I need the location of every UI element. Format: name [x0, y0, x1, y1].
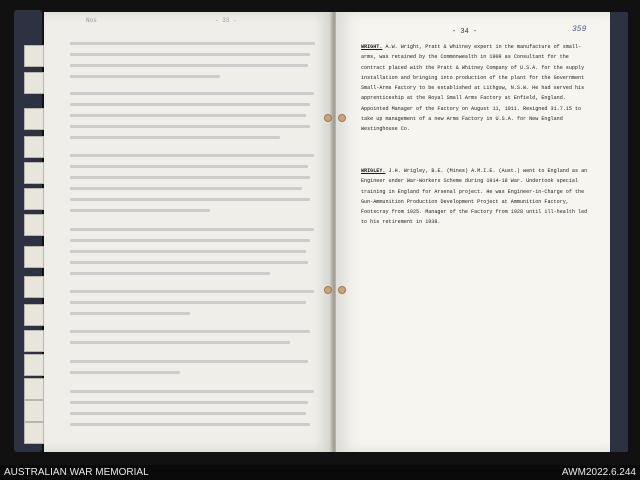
- binding-hole: [324, 114, 332, 122]
- book-spine-right: [610, 12, 628, 452]
- index-tab: [24, 136, 44, 158]
- left-page-number: - 33 -: [215, 17, 237, 24]
- binding-hole: [338, 286, 346, 294]
- index-tab: [24, 304, 44, 326]
- index-tab: [24, 246, 44, 268]
- index-tab: [24, 354, 44, 376]
- index-tab: [24, 188, 44, 210]
- accession-number: AWM2022.6.244: [561, 467, 636, 478]
- index-tab: [24, 422, 44, 444]
- index-tab: [24, 378, 44, 400]
- entry-name: WRIGHT.: [361, 44, 383, 50]
- entry-text: J.H. Wrigley, B.E. (Mines) A.M.I.E. (Aust.) went to England as an Engineer under War-Workers Scheme during 1914-18 War. Undertook special training in England for Arsenal project. He was Engineer-in-Charge of the Gun-Ammunition Production Development Project at Ammunition Factory, Footscray from 1925. Manager of the Factory from 1928 until ill-health led to his retirement in 1938.: [361, 168, 588, 226]
- institution-name: AUSTRALIAN WAR MEMORIAL: [4, 467, 149, 478]
- archive-footer: [0, 465, 640, 480]
- entry-text: A.W. Wright, Pratt & Whitney expert in the manufacture of small-arms, was retained by the Commonwealth in 1909 as Consultant for the contract placed with the Pratt & Whitney Company of U.S.A. for the supply installation and bringing into production of the plant for the Government Small-Arms Factory to be established at Lithgow, N.S.W. He had served his apprenticeship at the Royal Small Arms Factory at Enfield, England. Appointed Manager of the Factory on August 11, 1911. Resigned 31.7.15 to take up management of a new Arms Factory in U.S.A. for New England Westinghouse Co.: [361, 44, 585, 133]
- index-tab: [24, 72, 44, 94]
- index-tab: [24, 214, 44, 236]
- index-tab: [24, 162, 44, 184]
- index-tab: [24, 276, 44, 298]
- biography-entry: [361, 166, 593, 228]
- page-number: - 34 -: [452, 28, 478, 36]
- binding-hole: [338, 114, 346, 122]
- handwritten-folio-number: 359: [572, 25, 587, 34]
- entry-name: WRIGLEY.: [361, 168, 386, 174]
- index-tab: [24, 108, 44, 130]
- left-corner-mark: Nos: [86, 17, 97, 24]
- index-tab: [24, 45, 44, 67]
- binding-hole: [324, 286, 332, 294]
- biography-entry: [361, 42, 593, 135]
- index-tab: [24, 330, 44, 352]
- index-tab: [24, 400, 44, 422]
- bleed-through-text: [70, 40, 320, 440]
